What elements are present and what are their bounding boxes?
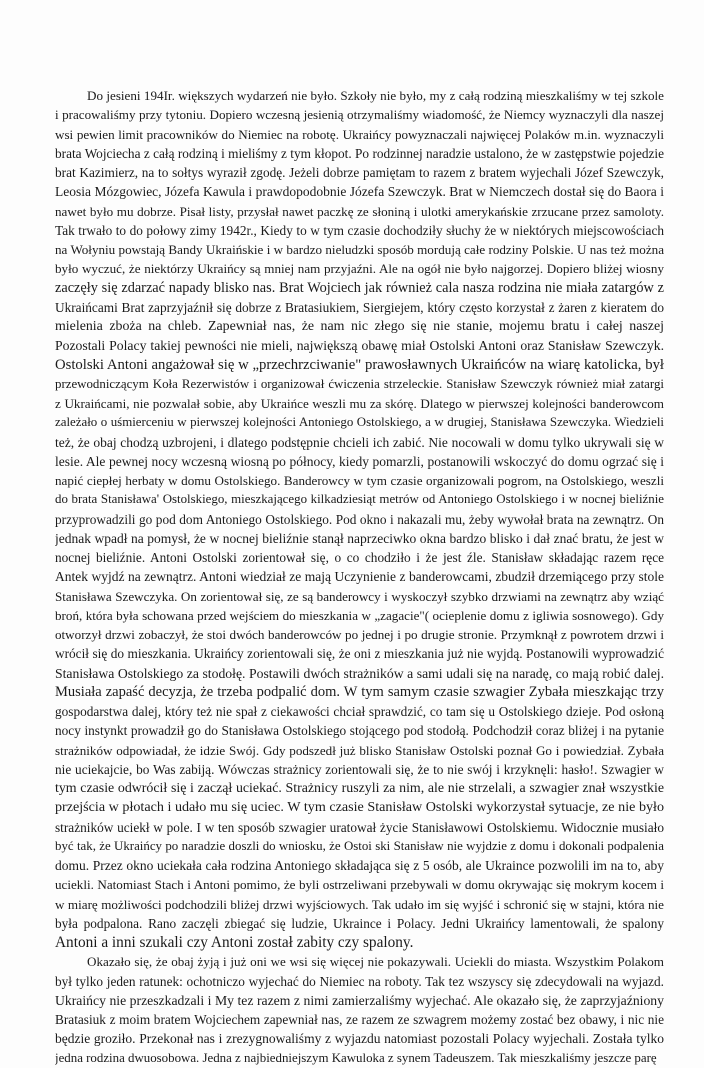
text-line-content: Do jesieni 194Ir. większych wydarzeń nie było. Szkoły nie było, my z całą rodziną mieszkaliśmy w tej szkole: [87, 88, 664, 103]
text-line: [55, 933, 664, 952]
text-line: [55, 413, 664, 432]
text-line-content: uciekli. Natomiast Stach i Antoni pomimo, że byli ostrzeliwani przebywali w domu okrywając się mokrym kocem i: [55, 877, 664, 893]
text-line: [55, 471, 664, 490]
text-line: [55, 548, 664, 567]
text-line: [55, 664, 664, 683]
text-line-content: nawet było mu dobrze. Pisał listy, przysłał nawet paczkę ze słoniną i ulotki amerykańskie zrzucane przez samoloty.: [55, 203, 664, 219]
text-line: [55, 510, 664, 529]
text-line: [55, 163, 664, 182]
text-line: [55, 741, 664, 760]
text-line-content: w miarę możliwości podchodzili bliżej drzwi wyjściowych. Tak udało im się wyjść i schronić się w stajni, która nie: [55, 896, 664, 912]
text-line-content: zaczęły się zdarzać napady blisko nas. Brat Wojciech jak również cala nasza rodzina nie miała zatargów z: [55, 279, 664, 296]
text-line: [55, 644, 664, 663]
text-line-content: Leosia Mózgowiec, Józefa Kawula i prawdopodobnie Józefa Szewczyk. Brat w Niemczech dostał się do Baora i: [55, 184, 664, 200]
text-line-content: Ukraińcami Brat zaprzyjaźnił się dobrze z Bratasiukiem, Siergiejem, który często korzystał z żaren z kieratem do: [55, 299, 664, 315]
text-line: [55, 317, 664, 336]
text-line-content: Okazało się, że obaj żyją i już oni we wsi się więcej nie pokazywali. Uciekli do miasta. Wszystkim Polakom: [87, 954, 664, 970]
text-line: [55, 702, 664, 721]
text-line-content: być tak, że Ukraińcy po naradzie doszli do wniosku, że Ostoi ski Stanisław nie wyjdzie z domu i dokonali podpalenia: [55, 838, 664, 853]
text-line: [55, 240, 664, 259]
text-line: [55, 856, 664, 875]
document-body: [55, 86, 664, 1068]
text-line-content: tym czasie odwrócił się i zaczął uciekać. Strażnicy ruszyli za nim, ale nie strzelali, a szwagier znał wszystkie: [55, 781, 664, 796]
text-line: [55, 683, 664, 702]
text-line-content: z Ukraińcami, nie pozwalał sobie, aby Ukraińce weszli mu za skórę. Dlatego w pierwszej kolejności banderowcom: [55, 396, 664, 411]
text-line: [55, 279, 664, 298]
text-line: [55, 105, 664, 124]
text-line-content: mielenia zboża na chleb. Zapewniał nas, że nam nic złego się nie stanie, mojemu bratu i całej naszej: [55, 319, 664, 334]
text-line: [55, 1010, 664, 1029]
text-line: [55, 952, 664, 971]
text-line-content: przejścia w płotach i udało mu się uciec. W tym czasie Stanisław Ostolski wykorzystał sytuacje, ze nie było: [55, 799, 664, 816]
text-line-content: do brata Stanisława' Ostolskiego, mieszkającego kilkadziesiąt metrów od Antoniego Ostolskiego i w nocnej bieliźnie: [55, 492, 664, 507]
text-line: [55, 895, 664, 914]
text-line: [55, 625, 664, 644]
text-line: [55, 529, 664, 548]
text-line: [55, 182, 664, 201]
text-line: [55, 356, 664, 375]
text-line-content: jedna rodzina dwuosobowa. Jedna z najbiedniejszym Kawuloka z synem Tadeuszem. Tak mieszkaliśmy jeszcze parę: [55, 1050, 657, 1065]
text-line: [55, 125, 664, 144]
text-line-content: strażników uciekł w pole. I w ten sposób szwagier uratował życie Stanisławowi Ostolskiemu. Widocznie musiało: [55, 819, 664, 835]
text-line-content: przewodniczącym Koła Rezerwistów i organizował ćwiczenia strzeleckie. Stanisław Szewczyk również miał zatargi: [55, 376, 664, 391]
text-line-content: było wyczuć, że niektórzy Ukraińcy są mniej nam przyjaźni. Ale na ogół nie było najgorzej. Dopiero bliżej wiosny: [55, 261, 664, 277]
text-line-content: Pozostali Polacy takiej pewności nie mieli, największą obawę miał Ostolski Antoni oraz Stanisław Szewczyk.: [55, 338, 664, 354]
text-line: [55, 818, 664, 837]
text-line-content: otworzył drzwi zobaczył, że stoi dwóch banderowców po jednej i po drugie stronie. Przymknął z powrotem drzwi i: [55, 627, 664, 642]
text-line: [55, 452, 664, 471]
text-line: [55, 259, 664, 278]
text-line-content: i pracowaliśmy przy tytoniu. Dopiero wczesną jesienią otrzymaliśmy wiadomość, że Niemcy wyznaczyli dla naszej: [55, 107, 664, 123]
text-line-content: będzie groziło. Przekonał nas i zrezygnowaliśmy z wyjazdu natomiast pozostali Polacy wyjechali. Została tylko: [55, 1031, 664, 1047]
text-line: [55, 375, 664, 394]
text-line-content: Ostolski Antoni angażował się w „przechrzciwanie" prawosławnych Ukraińców na wiarę katolicka, był: [55, 356, 664, 373]
text-line-content: broń, która była schowana przed wejściem do mieszkania w „zagacie"( ocieplenie domu z igliwia sosnowego). Gdy: [55, 607, 664, 623]
text-line: [55, 1049, 664, 1068]
text-line: [55, 587, 664, 606]
text-line-content: wsi pewien limit pracowników do Niemiec na robotę. Ukraińcy powyznaczali najwięcej Polaków m.in. wyznaczyli: [55, 126, 664, 142]
text-line: [55, 490, 664, 509]
text-line-content: gospodarstwa dalej, który też nie spał z ciekawości chciał sprawdzić, co tam się u Ostolskiego dzieje. Pod osłoną: [55, 704, 664, 719]
text-line-content: Musiała zapaść decyzja, że trzeba podpalić dom. W tym samym czasie szwagier Zybała mieszkając trzy: [55, 683, 664, 700]
text-line: [55, 991, 664, 1010]
text-line-content: była podpalona. Rano zaczęli zbiegać się ludzie, Ukraince i Polacy. Jedni Ukraińcy lamentowali, że spalony: [55, 915, 664, 931]
text-line-content: był tylko jeden ratunek: ochotniczo wyjechać do Niemiec na roboty. Tak tez wszyscy się zdecydowali na wyjazd.: [55, 973, 664, 989]
text-line: [55, 837, 664, 856]
text-line-content: brata Wojciecha z całą rodziną i mieliśmy z tym kłopot. Po rodzinnej naradzie ustalono, że w zastępstwie pojedzie: [55, 145, 664, 161]
text-line: [55, 336, 664, 355]
text-line: [55, 144, 664, 163]
text-line: [55, 202, 664, 221]
text-line-content: wrócił się do mieszkania. Ukraińcy zorientowali się, że oni z mieszkania już nie wyjdą. Postanowili wyprowadzić: [55, 646, 664, 662]
text-line-content: napić ciepłej herbaty w domu Ostolskiego. Banderowcy w tym czasie organizowali pogrom, na Ostolskiego, weszli: [55, 473, 664, 488]
text-line-content: nocnej bieliźnie. Antoni Ostolski zorientował się, o co chodziło i że jest źle. Stanisław składając razem ręce: [55, 550, 664, 565]
text-line-content: przyprowadzili go pod dom Antoniego Ostolskiego. Pod okno i nakazali mu, żeby wywołał brata na zewnątrz. On: [55, 511, 664, 527]
text-line-content: zależało o uśmierceniu w pierwszej kolejności Antoniego Ostolskiego, a w drugiej, Stanisława Szewczyka. Wiedzieli: [55, 415, 664, 430]
text-line-content: na Wołyniu powstają Bandy Ukraińskie i w bardzo nieludzki sposób mordują całe rodziny Polskie. U nas też można: [55, 242, 664, 257]
text-line-content: Tak trwało to do połowy zimy 1942r., Kiedy to w tym czasie dochodziły słuchy że w niektórych miejscowościach: [55, 222, 664, 238]
text-line: [55, 972, 664, 991]
text-line-content: Antoni a inni szukali czy Antoni został zabity czy spalony.: [55, 934, 414, 951]
text-line: [55, 433, 664, 452]
text-line: [55, 298, 664, 317]
text-line-content: domu. Przez okno uciekała cała rodzina Antoniego składająca się z 5 osób, ale Ukraince pozwolili im na to, aby: [55, 858, 664, 873]
text-line: [55, 1029, 664, 1048]
text-line-content: Antek wyjdź na zewnątrz. Antoni wiedział ze mają Uczynienie z banderowcami, zbudził drzemiącego przy stole: [55, 569, 664, 585]
text-line-content: Stanisława Szewczyka. On zorientował się, ze są banderowcy i wyskoczył szybko drzwiami na zewnątrz aby wziąć: [55, 588, 664, 604]
text-line: [55, 606, 664, 625]
text-line: [55, 567, 664, 586]
text-line-content: też, że obaj chodzą uzbrojeni, i dlatego podstępnie chcieli ich zabić. Nie nocowali w domu tylko ukrywali się w: [55, 434, 664, 450]
text-line-content: Stanisława Ostolskiego za stodołę. Postawili dwóch strażników a sami udali się na naradę, co mają robić dalej.: [55, 665, 664, 681]
text-line: [55, 914, 664, 933]
text-line: [55, 798, 664, 817]
text-line: [55, 221, 664, 240]
text-line: [55, 875, 664, 894]
text-line-content: Bratasiuk z moim bratem Wojciechem zapewniał nas, ze razem ze szwagrem możemy zostać bez obawy, i nic nie: [55, 1012, 664, 1027]
text-line-content: nie uciekajcie, bo Was zabiją. Wówczas strażnicy zorientowali się, że to nie swój i krzyknęli: hasło!. Szwagier w: [55, 761, 664, 777]
paragraph: [55, 952, 664, 1068]
text-line-content: strażników odpowiadał, że idzie Swój. Gdy podszedł już blisko Stanisław Ostolski poznał Go i powiedział. Zybała: [55, 742, 664, 758]
text-line-content: Ukraińcy nie przeszkadzali i My tez razem z nimi zamierzaliśmy wyjechać. Ale okazało się, że zaprzyjaźniony: [55, 992, 664, 1008]
text-line: [55, 760, 664, 779]
paragraph: [55, 86, 664, 952]
text-line-content: nocy instynkt prowadził go do Stanisława Ostolskiego stojącego pod stodołą. Podchodził coraz bliżej i na pytanie: [55, 723, 664, 739]
text-line-content: lesie. Ale pewnej nocy wczesną wiosną po północy, kiedy pomarzli, postanowili wskoczyć do domu ogrzać się i: [55, 453, 664, 469]
text-line: [55, 721, 664, 740]
text-line-content: jednak wpadł na pomysł, że w nocnej bieliźnie stanął naprzeciwko okna bardzo blisko i dał znać bratu, że jest w: [55, 530, 664, 546]
text-line: [55, 779, 664, 798]
text-line: [55, 394, 664, 413]
text-line: [55, 86, 664, 105]
text-line-content: brat Kazimierz, na to sołtys wyraził zgodę. Jeżeli dobrze pamiętam to razem z bratem wyjechali Józef Szewczyk,: [55, 165, 664, 180]
